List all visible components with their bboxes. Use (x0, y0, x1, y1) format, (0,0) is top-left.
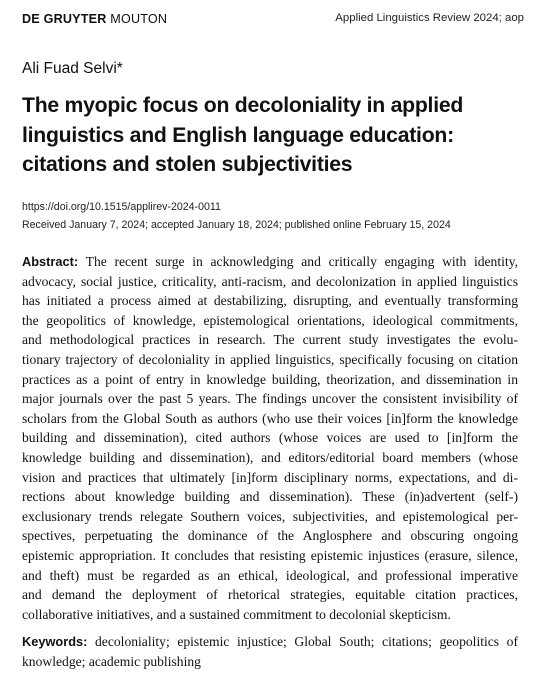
journal-info: Applied Linguistics Review 2024; aop (335, 12, 524, 24)
abstract-line: exclusionary trends relegate Southern voices, subjectivities, and epistemological per- (22, 508, 518, 524)
keywords (22, 632, 518, 671)
running-header (22, 0, 524, 40)
keywords-label: Keywords: (22, 634, 88, 649)
doi-link[interactable]: https://doi.org/10.1515/applirev-2024-0011 (22, 201, 221, 213)
author-name: Ali Fuad Selvi* (22, 60, 123, 77)
title-line: citations and stolen subjectivities (22, 153, 353, 176)
publication-dates: Received January 7, 2024; accepted January 18, 2024; published online February 15, 2024 (22, 219, 451, 231)
abstract-line: practices as a point of entry in knowledge building, theorization, and dissemination in (22, 371, 518, 387)
abstract-label: Abstract: (22, 254, 79, 269)
abstract-line: scholars from the Global South as authors (who use their voices [in]form the knowledge (22, 410, 518, 426)
publisher-name-light: MOUTON (110, 12, 168, 26)
abstract-line: and theft) must be regarded as an ethical, ideological, and professional imperative (22, 567, 518, 583)
abstract-line: and methodological practices in research. The current study investigates the evolu- (22, 332, 518, 348)
abstract (22, 252, 518, 624)
publisher-logo (22, 12, 167, 26)
title-line: linguistics and English language education: (22, 123, 454, 147)
abstract-line: knowledge building and dissemination), and editors/editorial board members (whose (22, 449, 518, 465)
abstract-line: has initiated a process aimed at destabilizing, disrupting, and eventually transforming (22, 293, 518, 309)
abstract-line: and demand the deployment of rhetorical strategies, equitable citation practices, (22, 587, 518, 603)
keywords-text: decoloniality; epistemic injustice; Global South; citations; geopolitics of (95, 634, 518, 649)
abstract-line: tionary trajectory of decoloniality in applied linguistics, specifically focusing on citation (22, 351, 518, 367)
article-title (22, 91, 522, 180)
abstract-line: collaborative initiatives, and a sustained commitment to decolonial skepticism. (22, 606, 451, 622)
abstract-line: advocacy, social justice, criticality, anti-racism, and decolonization in applied linguistics (22, 273, 518, 289)
abstract-line: rections about knowledge building and dissemination). These (in)advertent (self-) (22, 489, 518, 505)
article-meta (22, 198, 451, 234)
abstract-line: epistemic appropriation. It concludes that resisting epistemic injustices (erasure, silence, (22, 547, 518, 563)
abstract-line: building and dissemination), cited authors (whose voices are used to [in]form the (22, 430, 518, 446)
abstract-text: The recent surge in acknowledging and critically engaging with identity, (85, 254, 518, 269)
abstract-line: spectives, perpetuating the dominance of the Anglosphere and obscuring ongoing (22, 528, 518, 544)
abstract-line: vision and practices that ultimately [in]form disciplinary norms, expectations, and di- (22, 469, 518, 485)
keywords-line: knowledge; academic publishing (22, 653, 201, 669)
abstract-line: the geopolitics of knowledge, epistemological orientations, ideological commitments, (22, 312, 518, 328)
keywords-line (22, 632, 518, 652)
abstract-line (22, 252, 518, 272)
publisher-name-bold: DE GRUYTER (22, 12, 107, 26)
title-line: The myopic focus on decoloniality in applied (22, 94, 464, 117)
abstract-line: major journals over the past 5 years. The findings uncover the consistent invisibility of (22, 391, 518, 407)
